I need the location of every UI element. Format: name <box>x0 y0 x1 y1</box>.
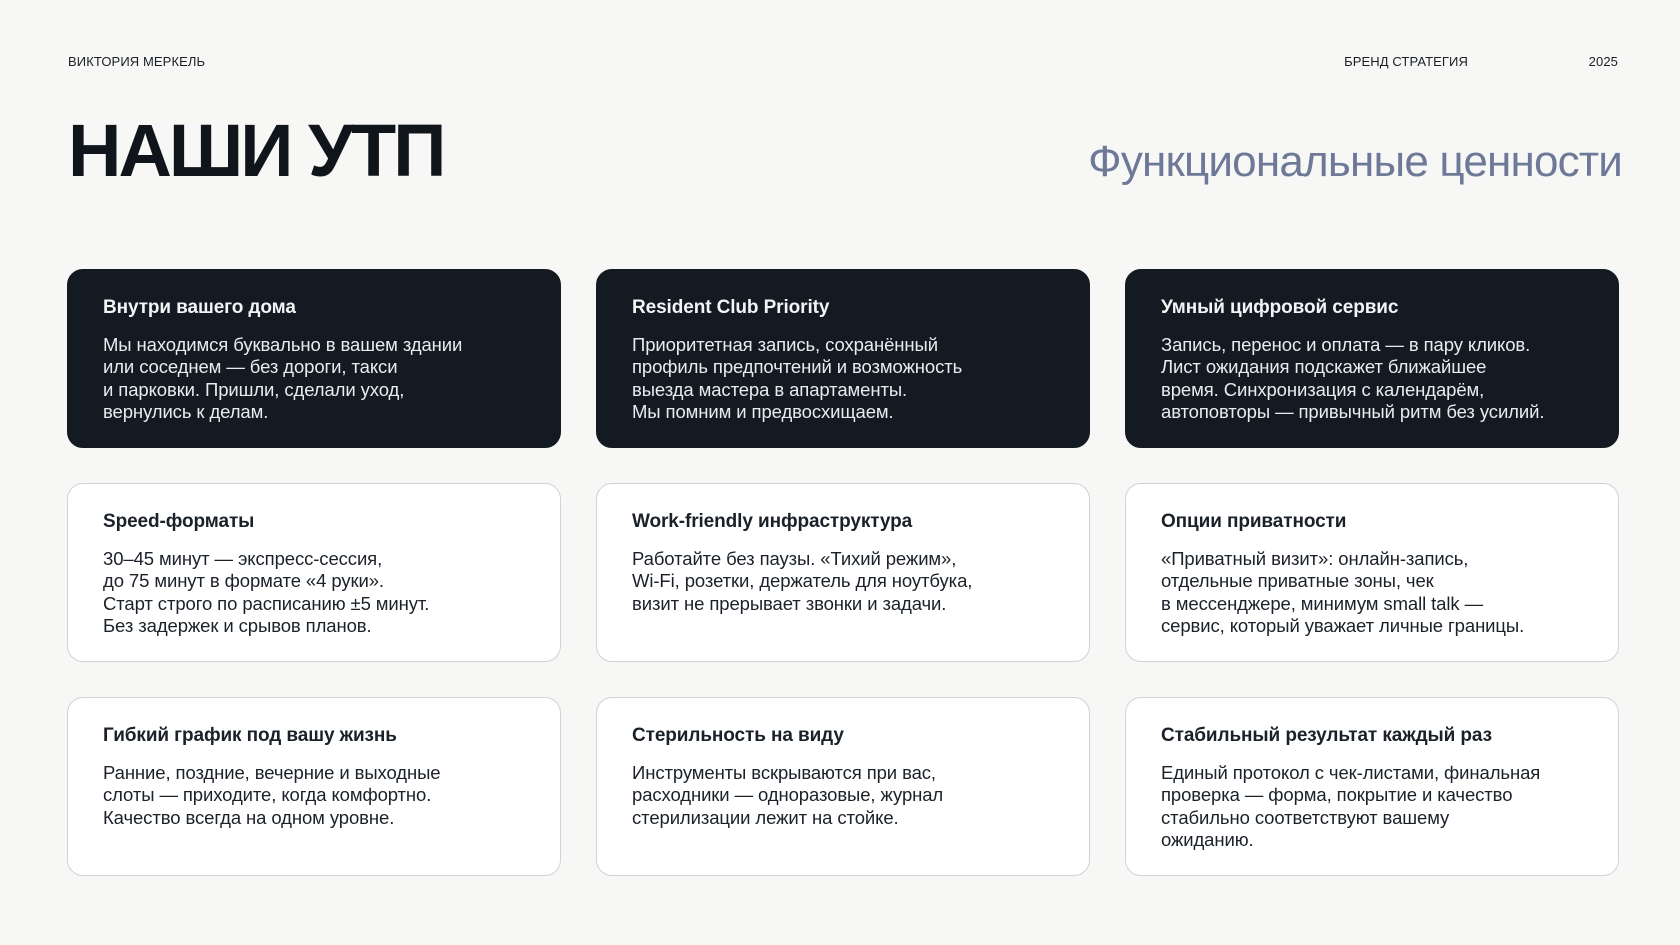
usp-card-title: Умный цифровой сервис <box>1161 297 1399 318</box>
usp-card <box>1125 483 1619 662</box>
usp-card-text: «Приватный визит»: онлайн-запись, отдельные приватные зоны, чек в мессенджере, минимум small talk — сервис, который уважает личные границы. <box>1161 547 1525 637</box>
usp-card-text: Единый протокол с чек-листами, финальная проверка — форма, покрытие и качество стабильно соответствуют вашему ожиданию. <box>1161 761 1541 851</box>
usp-card <box>67 269 561 448</box>
usp-card-title: Стерильность на виду <box>632 725 844 746</box>
usp-card <box>67 483 561 662</box>
usp-card-grid <box>67 269 1619 876</box>
usp-card <box>1125 697 1619 876</box>
top-bar <box>68 54 1618 74</box>
usp-card-text: Ранние, поздние, вечерние и выходные слоты — приходите, когда комфортно. Качество всегда на одном уровне. <box>103 761 441 828</box>
usp-card-text: Инструменты вскрываются при вас, расходники — одноразовые, журнал стерилизации лежит на стойке. <box>632 761 944 828</box>
usp-card <box>596 269 1090 448</box>
usp-card-title: Work-friendly инфраструктура <box>632 511 913 532</box>
usp-card-text: Приоритетная запись, сохранённый профиль предпочтений и возможность выезда мастера в апартаменты. Мы помним и предвосхищаем. <box>632 333 963 423</box>
usp-card-title: Speed-форматы <box>103 511 255 532</box>
year-label: 2025 <box>1588 54 1618 69</box>
usp-card-text: Работайте без паузы. «Тихий режим», Wi-Fi, розетки, держатель для ноутбука, визит не прерывает звонки и задачи. <box>632 547 973 614</box>
usp-card-text: 30–45 минут — экспресс-сессия, до 75 минут в формате «4 руки». Старт строго по расписанию ±5 минут. Без задержек и срывов планов. <box>103 547 430 637</box>
usp-card-text: Запись, перенос и оплата — в пару кликов. Лист ожидания подскажет ближайшее время. Синхронизация с календарём, автоповторы — привычный ритм без усилий. <box>1161 333 1545 423</box>
usp-card <box>596 483 1090 662</box>
usp-card <box>1125 269 1619 448</box>
usp-card-title: Стабильный результат каждый раз <box>1161 725 1492 746</box>
author-name: ВИКТОРИЯ МЕРКЕЛЬ <box>68 54 206 69</box>
section-label: БРЕНД СТРАТЕГИЯ <box>1344 54 1468 69</box>
usp-card <box>596 697 1090 876</box>
usp-card-text: Мы находимся буквально в вашем здании или соседнем — без дороги, такси и парковки. Пришли, сделали уход, вернулись к делам. <box>103 333 463 423</box>
usp-card-title: Resident Club Priority <box>632 297 830 318</box>
usp-card-title: Внутри вашего дома <box>103 297 296 318</box>
page-title: НАШИ УТП <box>68 109 444 192</box>
usp-card-title: Опции приватности <box>1161 511 1347 532</box>
usp-card <box>67 697 561 876</box>
page-subtitle: Функциональные ценности <box>1088 137 1622 186</box>
usp-card-title: Гибкий график под вашу жизнь <box>103 725 397 746</box>
